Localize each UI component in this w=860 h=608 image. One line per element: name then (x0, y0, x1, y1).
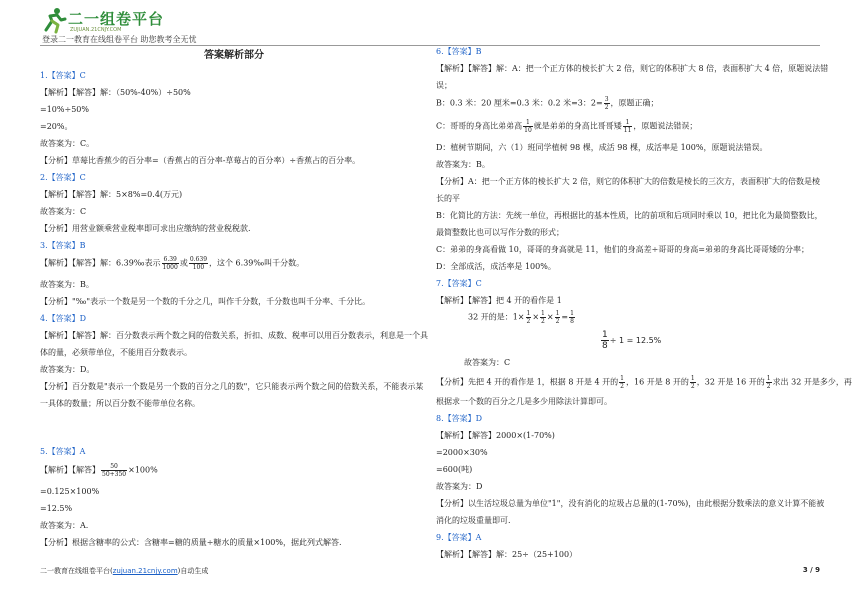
q5-answer: 5.【答案】A (40, 447, 86, 456)
q5-text: 【解析】【解答】 (40, 465, 100, 475)
q2-solution-line: 【解析】【解答】解：5×8%=0.4(万元) (40, 190, 183, 199)
q1-conclusion: 故答案为：C。 (40, 139, 95, 148)
q6-answer: 6.【答案】B (436, 47, 482, 56)
q4-answer: 4.【答案】D (40, 314, 87, 323)
q6-analysis: C：弟弟的身高看做 10，哥哥的身高就是 11，他们的身高差÷哥哥的身高=弟弟的身高比哥哥矮的分率； (436, 245, 809, 254)
footer-text: )自动生成 (177, 567, 209, 575)
runner-logo-icon (40, 6, 68, 34)
q6-analysis: D：全部成活，成活率是 100%。 (436, 262, 556, 271)
q5-solution-line: =0.125×100% (40, 487, 100, 496)
q3-solution-line (40, 256, 304, 271)
q8-answer: 8.【答案】D (436, 414, 483, 423)
q9-solution-line: 【解析】【解答】解：25÷（25+100） (436, 550, 578, 559)
q6-fraction: $\frac{3}{2}$ (604, 96, 609, 111)
q3-text: ，这个 6.39‰叫千分数。 (209, 258, 305, 268)
q2-answer: 2.【答案】C (40, 173, 86, 182)
q4-conclusion: 故答案为：D。 (40, 365, 95, 374)
q1-solution-line: =20%。 (40, 122, 73, 131)
q3-answer: 3.【答案】B (40, 241, 86, 250)
q6-analysis: B：化简比的方法：先统一单位，再根据比的基本性质，比的前项和后项同时乘以 10，把比化为最简整数比， (436, 211, 823, 220)
q4-analysis: 一具体的数量；所以百分数不能带单位名称。 (40, 399, 200, 408)
q9-answer: 9.【答案】A (436, 533, 482, 542)
q5-text: ×100% (128, 465, 158, 475)
q7-formula: $\frac{1}{8}$ ÷ 1 = 12.5% (602, 330, 662, 351)
q5-fraction: $\frac{50}{50+350}$ (102, 463, 127, 478)
logo-subtext: ZUJUAN.21CNJY.COM (70, 27, 122, 33)
q5-conclusion: 故答案为：A. (40, 521, 89, 530)
q6-solution-line: D：植树节期间，六（1）班同学植树 98 棵，成活 98 棵，成活率是 100%，原题说法错误。 (436, 143, 768, 152)
page-footer (40, 566, 820, 576)
q6-analysis: 【分析】A：把一个正方体的棱长扩大 2 倍，则它的体积扩大的倍数是棱长的三次方，表面积扩大的倍数是棱 (436, 177, 820, 186)
q7-solution-line: 32 开的是：1× $\frac{1}{2}$ × $\frac{1}{2}$ × $\frac{1}{2}$ = $\frac{1}{8}$ (468, 310, 574, 325)
q3-fraction: $\frac{6.39}{1000}$ (162, 256, 178, 271)
q2-analysis: 【分析】用营业额乘营业税率即可求出应缴纳的营业税税款. (40, 224, 251, 233)
q8-solution-line: =2000×30% (436, 448, 488, 457)
q7-conclusion: 故答案为：C (464, 358, 511, 367)
q6-analysis: 长的平 (436, 194, 460, 203)
page-title: 答案解析部分 (204, 50, 264, 61)
q3-text: 【解析】【解答】解：6.39‰表示 (40, 258, 161, 268)
q1-solution-line: =10%÷50% (40, 105, 89, 114)
q6-fraction: $\frac{1}{11}$ (623, 119, 632, 134)
q7-analysis: 根据求一个数的百分之几是多少用除法计算即可。 (436, 397, 612, 406)
q3-analysis: 【分析】"‰"表示一个数是另一个数的千分之几，叫作千分数，千分数也叫千分率、千分比。 (40, 297, 371, 306)
site-logo[interactable] (40, 6, 190, 34)
footer-link[interactable]: zujuan.21cnjy.com (112, 567, 178, 575)
q7-solution-line: 【解析】【解答】把 4 开的看作是 1 (436, 296, 562, 305)
q8-conclusion: 故答案为：D (436, 482, 483, 491)
q7-answer: 7.【答案】C (436, 279, 482, 288)
footer-text: 二一教育在线组卷平台( (40, 567, 113, 575)
q8-analysis: 消化的垃圾重量即可. (436, 516, 511, 525)
q8-solution-line: 【解析】【解答】2000×(1-70%) (436, 431, 555, 440)
q1-answer: 1.【答案】C (40, 71, 86, 80)
q6-fraction: $\frac{1}{10}$ (524, 119, 532, 134)
q5-solution-line (40, 463, 158, 478)
q6-analysis: 最简整数比也可以写作分数的形式； (436, 228, 564, 237)
page-header (0, 0, 860, 46)
header-slogan: 登录二一教育在线组卷平台 助您教考全无忧 (42, 35, 197, 44)
q4-analysis: 【分析】百分数是"表示一个数是另一个数的百分之几的数"，它只能表示两个数之间的倍数关系，不能表示某 (40, 382, 424, 391)
q8-solution-line: =600(吨) (436, 465, 473, 474)
q2-conclusion: 故答案为：C (40, 207, 87, 216)
q5-solution-line: =12.5% (40, 504, 73, 513)
q3-fraction: $\frac{0.639}{100}$ (189, 256, 208, 271)
q6-solution-line: C：哥哥的身高比弟弟高 $\frac{1}{10}$ 就是弟弟的身高比哥哥矮 $\frac{1}{11}$ ，原题说法错误； (436, 119, 698, 134)
q6-solution-line: 误； (436, 81, 452, 90)
q1-solution-line: 【解析】【解答】解：（50%-40%）÷50% (40, 88, 191, 97)
q3-conclusion: 故答案为：B。 (40, 280, 94, 289)
header-divider (40, 45, 820, 46)
q5-analysis: 【分析】根据含糖率的公式：含糖率=糖的质量÷糖水的质量×100%，据此列式解答. (40, 538, 342, 547)
q4-solution-line: 体的量，必须带单位，不能用百分数表示。 (40, 348, 192, 357)
q3-text: 或 (179, 258, 188, 268)
q1-analysis: 【分析】草莓比香蕉少的百分率=（香蕉占的百分率-草莓占的百分率）÷香蕉占的百分率。 (40, 156, 361, 165)
q6-solution-line: B：0.3 米：20 厘米=0.3 米：0.2 米=3：2= $\frac{3}{2}$ ，原题正确； (436, 96, 659, 111)
q8-analysis: 【分析】以生活垃圾总量为单位"1"，没有消化的垃圾占总量的(1-70%)，由此根据分数乘法的意义计算不能被 (436, 499, 825, 508)
q6-solution-line: 【解析】【解答】解：A：把一个正方体的棱长扩大 2 倍，则它的体积扩大 8 倍，表面积扩大 4 倍，原题说法错 (436, 64, 829, 73)
q4-solution-line: 【解析】【解答】解：百分数表示两个数之间的倍数关系，折扣、成数、税率可以用百分数表示，利息是一个具 (40, 331, 428, 340)
logo-text: 二一组卷平台 (68, 10, 165, 28)
page-number: 3 / 9 (802, 566, 820, 574)
q7-analysis: 【分析】先把 4 开的看作是 1，根据 8 开是 4 开的 $\frac{1}{2}$ ，16 开是 8 开的 $\frac{1}{2}$ ，32 开是 16 开的 $\frac{1}{2}$ 求出 32 开是多少，再 (436, 375, 852, 390)
q6-conclusion: 故答案为：B。 (436, 160, 490, 169)
